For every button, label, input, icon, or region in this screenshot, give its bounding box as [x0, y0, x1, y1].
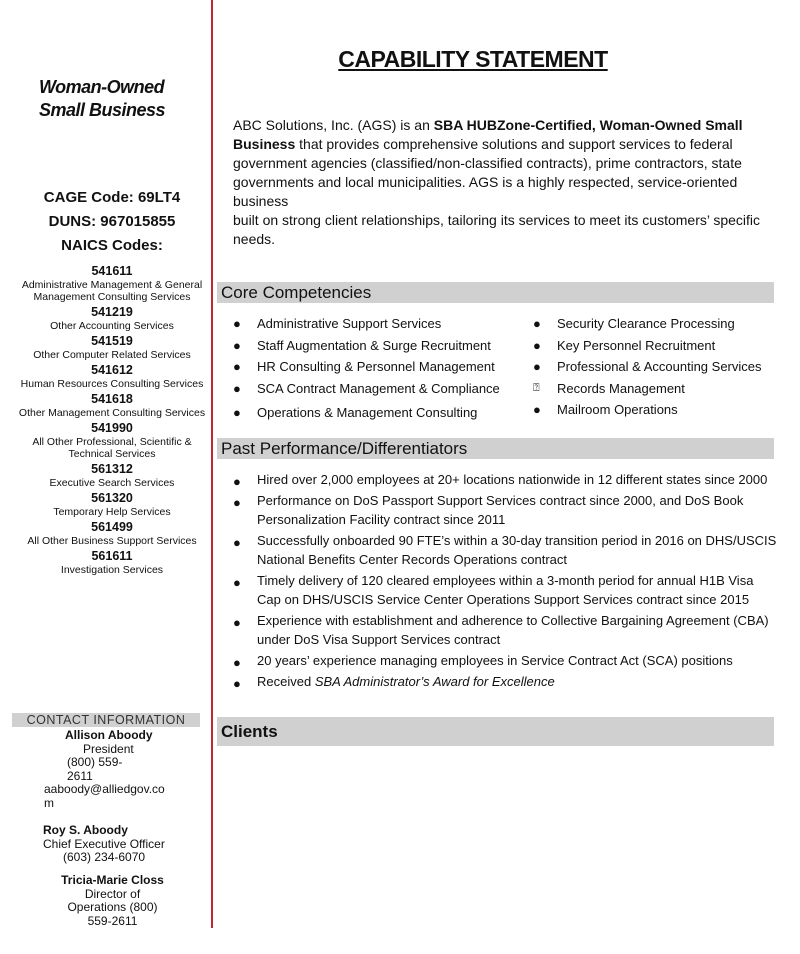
- cage-code: CAGE Code: 69LT4: [43, 189, 181, 206]
- list-item: [533, 356, 762, 378]
- list-item-label: Administrative Support Services: [257, 316, 442, 331]
- missing-glyph-icon: ⍰: [533, 381, 540, 394]
- contact-title: President: [83, 741, 134, 756]
- contact-allison: [44, 729, 194, 810]
- naics-desc: Other Computer Related Services: [33, 349, 191, 361]
- contact-phone: (800) 559-: [67, 755, 123, 769]
- bullet-icon: ●: [533, 402, 541, 417]
- list-item-label: Successfully onboarded 90 FTE’s within a 30-day transition period in 2016 on DHS/USCIS National Benefits Center Records Operations contract: [257, 533, 777, 567]
- intro-paragraph: [233, 116, 773, 249]
- list-item-label: Received: [257, 674, 315, 689]
- list-item: [233, 335, 500, 357]
- list-item-label: Hired over 2,000 employees at 20+ locations nationwide in 12 different states since 2000: [257, 472, 768, 487]
- list-item-label: Staff Augmentation & Surge Recruitment: [257, 337, 491, 353]
- bullet-icon: ●: [233, 405, 241, 420]
- naics-code: 541618: [91, 392, 133, 406]
- list-item: [533, 378, 762, 400]
- list-item: [233, 571, 778, 609]
- list-item: [233, 313, 500, 335]
- bullet-icon: ●: [233, 380, 241, 396]
- bullet-icon: ●: [533, 337, 541, 353]
- naics-code: 561611: [91, 549, 133, 563]
- contact-name: Tricia-Marie Closs: [61, 873, 164, 887]
- naics-label: NAICS Codes:: [61, 237, 163, 254]
- list-item-label: Mailroom Operations: [557, 402, 678, 417]
- bullet-icon: ●: [233, 535, 241, 550]
- naics-code: 561499: [91, 520, 133, 534]
- naics-desc: Investigation Services: [60, 564, 164, 576]
- naics-code: 541219: [91, 305, 133, 319]
- list-item-label: Security Clearance Processing: [557, 316, 735, 331]
- contact-phone: 559-2611: [87, 913, 138, 928]
- naics-list: [18, 264, 206, 578]
- intro-line2: built on strong client relationships, tailoring its services to meet its customers’ specific needs.: [233, 212, 761, 247]
- naics-code: 561312: [91, 462, 133, 476]
- list-item-label: Records Management: [557, 380, 685, 396]
- bullet-icon: ●: [233, 474, 241, 489]
- list-item-label: Performance on DoS Passport Support Services contract since 2000, and DoS Book Personalization Facility contract since 2011: [257, 493, 744, 527]
- naics-code: 541611: [91, 264, 133, 278]
- list-item-label: Professional & Accounting Services: [557, 359, 762, 374]
- naics-desc: Other Accounting Services: [50, 320, 174, 332]
- naics-item: [18, 363, 206, 390]
- naics-desc: All Other Business Support Services: [27, 535, 197, 547]
- list-item: [233, 402, 500, 424]
- naics-code: 561320: [91, 491, 133, 505]
- core-list-right: [533, 313, 762, 421]
- contact-email-cont: m: [44, 795, 54, 810]
- naics-item: [18, 392, 206, 419]
- list-item-label: HR Consulting & Personnel Management: [257, 359, 495, 374]
- list-item-label: Experience with establishment and adherence to Collective Bargaining Agreement (CBA) under DoS Visa Support Services contract: [257, 613, 769, 647]
- list-item-label: Timely delivery of 120 cleared employees within a 3-month period for annual H1B Visa Cap on DHS/USCIS Service Center Operations Support Services contract since 2015: [257, 573, 754, 607]
- list-item: [233, 470, 778, 489]
- list-item: [233, 531, 778, 569]
- naics-item: [18, 264, 206, 303]
- naics-item: [18, 520, 206, 547]
- bullet-icon: ●: [233, 615, 241, 630]
- contact-name: Allison Aboody: [65, 728, 153, 742]
- red-divider-line: [211, 0, 213, 928]
- list-item: [233, 611, 778, 649]
- list-item: [533, 399, 762, 421]
- list-item: [533, 335, 762, 357]
- list-item-label: 20 years’ experience managing employees in Service Contract Act (SCA) positions: [257, 653, 733, 668]
- list-item: [533, 313, 762, 335]
- tagline-line1: Woman-Owned: [39, 77, 165, 97]
- naics-desc: Temporary Help Services: [53, 506, 171, 518]
- bullet-icon: ●: [233, 495, 241, 510]
- past-performance-list: [233, 470, 778, 693]
- contact-phone: (603) 234-6070: [63, 850, 146, 864]
- contact-phone-cont: 2611: [67, 768, 93, 783]
- bullet-icon: ●: [233, 655, 241, 670]
- intro-bold: SBA HUBZone-Certified, Woman-Owned Small Business: [233, 117, 743, 152]
- list-item: [233, 672, 778, 691]
- list-item-label: Operations & Management Consulting: [257, 405, 478, 420]
- tagline: [39, 76, 209, 122]
- naics-desc: Executive Search Services: [49, 477, 175, 489]
- core-competencies-heading: Core Competencies: [217, 282, 774, 303]
- contact-email[interactable]: aaboody@alliedgov.co: [44, 782, 165, 796]
- list-item: [233, 356, 500, 378]
- list-item-label: SCA Contract Management & Compliance: [257, 380, 500, 396]
- bullet-icon: ●: [533, 359, 541, 374]
- contact-title: Director of: [84, 886, 141, 901]
- naics-code: 541519: [91, 334, 133, 348]
- intro-text: ABC Solutions, Inc. (AGS) is an: [233, 117, 434, 133]
- list-item: [233, 491, 778, 529]
- naics-item: [18, 305, 206, 332]
- contact-name: Roy S. Aboody: [43, 823, 128, 837]
- award-name: SBA Administrator’s Award for Excellence: [314, 674, 555, 689]
- bullet-icon: ●: [233, 676, 241, 691]
- clients-heading: Clients: [217, 717, 774, 746]
- past-performance-heading: Past Performance/Differentiators: [217, 438, 774, 459]
- intro-text-cont: that provides comprehensive solutions and support services to federal government agencies (classified/non-classified contracts), prime contractors, state governments and local municipalities. AGS is a highly respected, service-oriented business: [233, 136, 742, 209]
- bullet-icon: ●: [233, 316, 241, 331]
- contact-title: Chief Executive Officer: [43, 836, 165, 851]
- contact-tricia: [40, 874, 185, 928]
- page-title: CAPABILITY STATEMENT: [338, 46, 608, 72]
- naics-item: [18, 462, 206, 489]
- naics-desc: Administrative Management & General Management Consulting Services: [21, 279, 203, 303]
- naics-item: [18, 491, 206, 518]
- list-item: [233, 651, 778, 670]
- naics-desc: Human Resources Consulting Services: [20, 378, 204, 390]
- company-identifiers: [20, 186, 204, 258]
- list-item-label: Key Personnel Recruitment: [557, 337, 716, 353]
- contact-title-cont: Operations (800): [67, 900, 158, 914]
- bullet-icon: ●: [233, 359, 241, 374]
- tagline-line2: Small Business: [39, 100, 166, 120]
- naics-item: [18, 421, 206, 460]
- bullet-icon: ●: [533, 316, 541, 331]
- naics-item: [18, 334, 206, 361]
- bullet-icon: ●: [233, 337, 241, 353]
- naics-desc: All Other Professional, Scientific & Technical Services: [32, 436, 192, 460]
- naics-code: 541990: [91, 421, 133, 435]
- contact-roy: [43, 824, 203, 865]
- naics-desc: Other Management Consulting Services: [18, 407, 206, 419]
- duns-number: DUNS: 967015855: [48, 213, 176, 230]
- list-item: [233, 378, 500, 400]
- core-list-left: [233, 313, 500, 424]
- contact-heading: CONTACT INFORMATION: [12, 713, 200, 727]
- naics-item: [18, 549, 206, 576]
- naics-code: 541612: [91, 363, 133, 377]
- bullet-icon: ●: [233, 575, 241, 590]
- intro-line1: [233, 116, 773, 211]
